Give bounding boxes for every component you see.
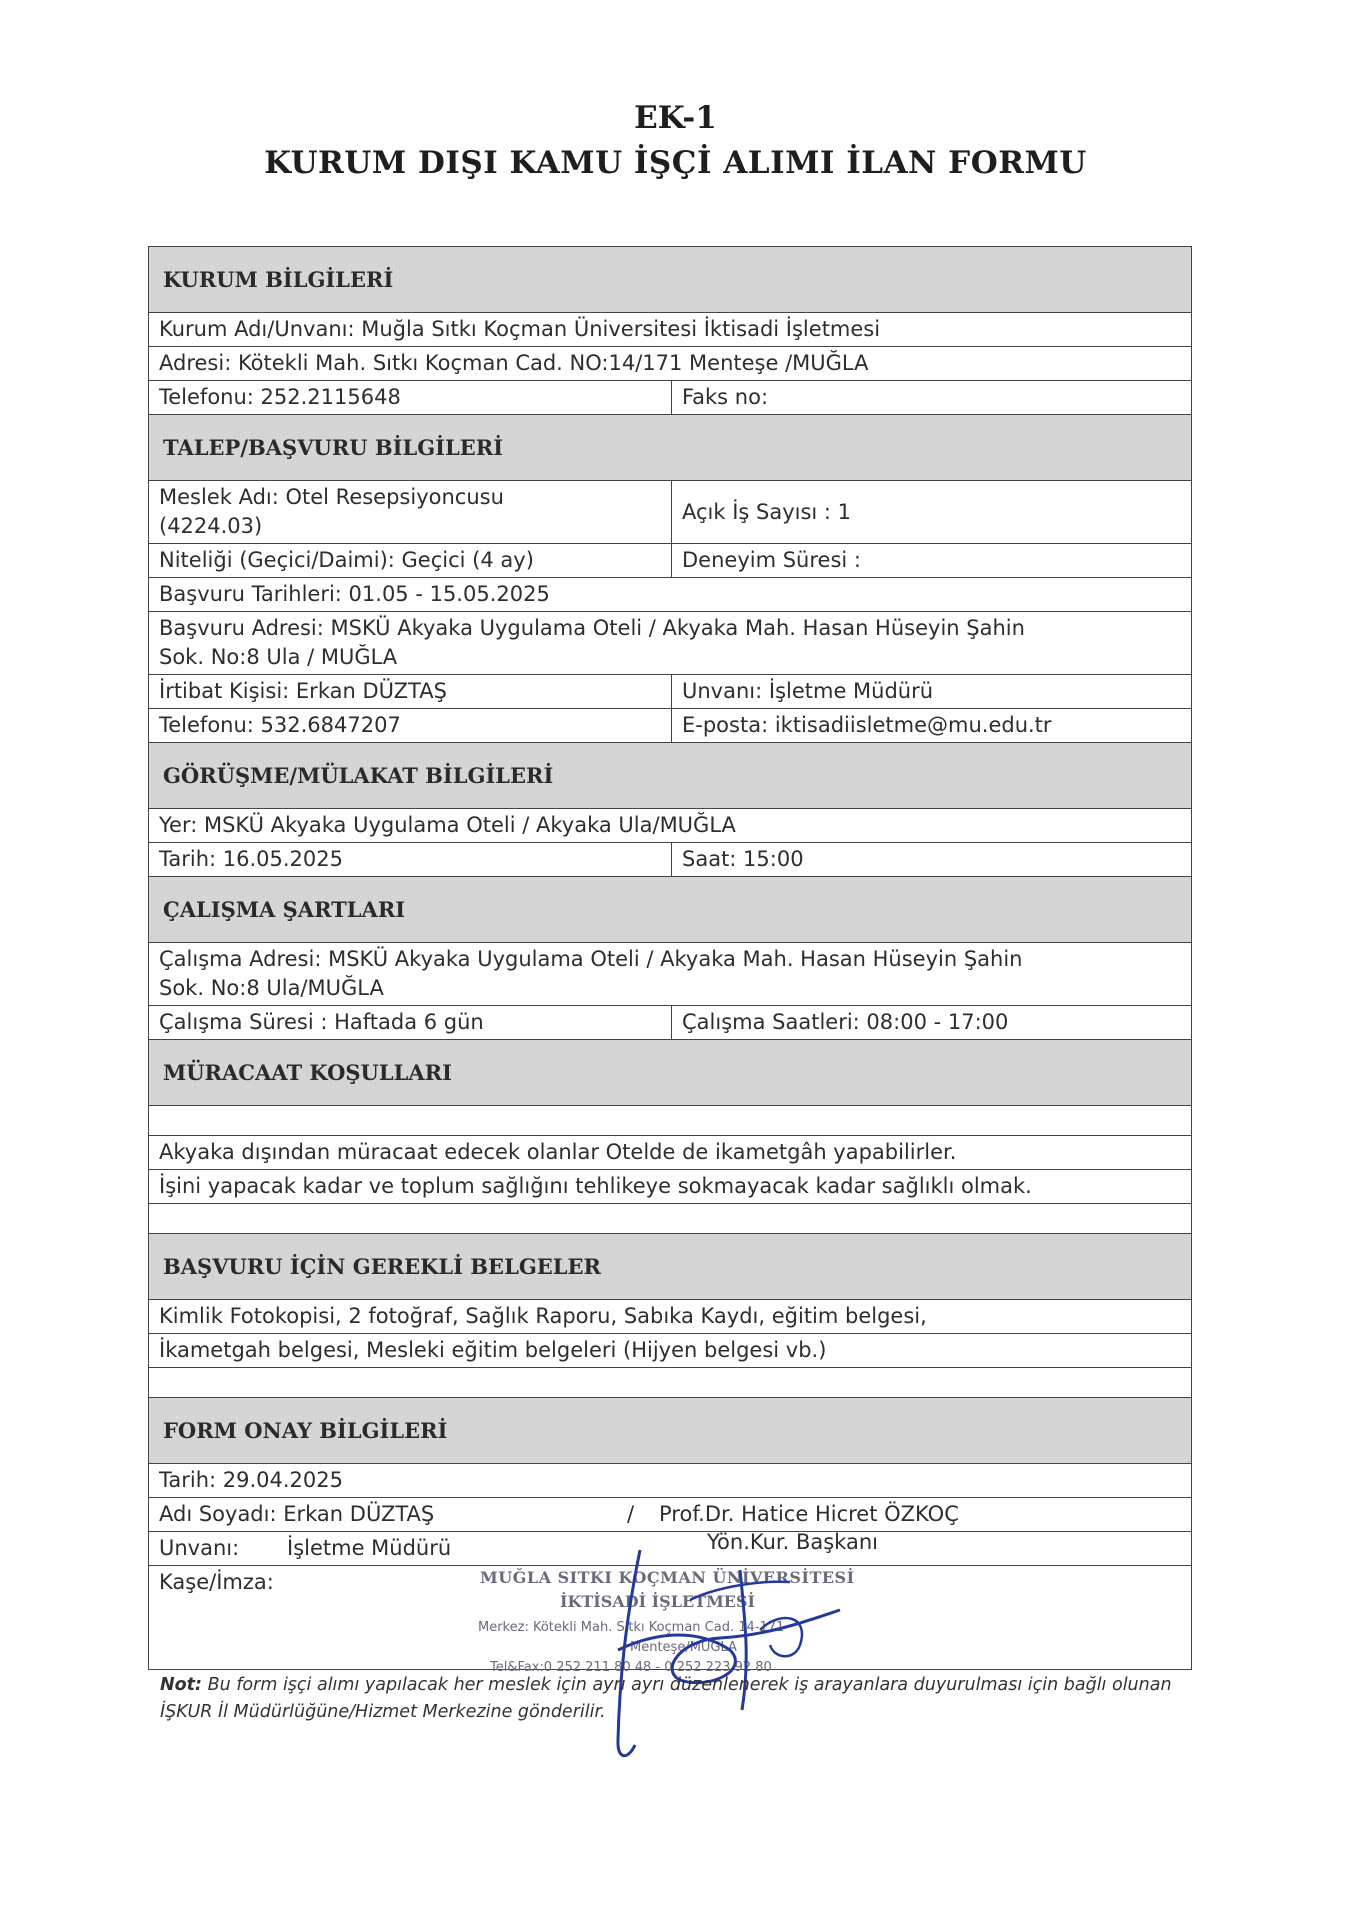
belgeler-row-2	[149, 1334, 1191, 1368]
section-kurum-header: KURUM BİLGİLERİ	[149, 247, 1191, 313]
talep-deneyim: Deneyim Süresi :	[682, 548, 861, 572]
onay-unvan-value: İşletme Müdürü	[287, 1536, 452, 1560]
muracaat-empty-row	[149, 1106, 1191, 1136]
onay-adi-2: Prof.Dr. Hatice Hicret ÖZKOÇ	[659, 1502, 959, 1526]
talep-irtibat-row	[149, 675, 1191, 709]
calisma-saatler: Çalışma Saatleri: 08:00 - 17:00	[682, 1010, 1009, 1034]
belgeler-row-1	[149, 1300, 1191, 1334]
talep-adres-line-2: Sok. No:8 Ula / MUĞLA	[159, 645, 398, 669]
talep-adres-line-1: Başvuru Adresi: MSKÜ Akyaka Uygulama Oteli / Akyaka Mah. Hasan Hüseyin Şahin	[159, 616, 1025, 640]
talep-adres-row	[149, 612, 1191, 675]
kurum-adres: Adresi: Kötekli Mah. Sıtkı Koçman Cad. NO:14/171 Menteşe /MUĞLA	[159, 351, 869, 375]
talep-tarihler: Başvuru Tarihleri: 01.05 - 15.05.2025	[159, 582, 550, 606]
talep-meslek-row	[149, 481, 1191, 544]
onay-adi-cell	[149, 1498, 1191, 1531]
onay-unvan-label: Unvanı:	[159, 1536, 240, 1560]
muracaat-line-2: İşini yapacak kadar ve toplum sağlığını tehlikeye sokmayacak kadar sağlıklı olmak.	[159, 1174, 1032, 1198]
onay-adi: Adı Soyadı: Erkan DÜZTAŞ	[159, 1502, 435, 1526]
talep-tarihler-row	[149, 578, 1191, 612]
gorusme-tarih-row	[149, 843, 1191, 877]
gorusme-yer: Yer: MSKÜ Akyaka Uygulama Oteli / Akyaka Ula/MUĞLA	[159, 813, 736, 837]
talep-meslek-line-1: Meslek Adı: Otel Resepsiyoncusu	[159, 485, 504, 509]
onay-unvan-2: Yön.Kur. Başkanı	[707, 1530, 878, 1554]
stamp-line-1: MUĞLA SITKI KOÇMAN ÜNİVERSİTESİ	[480, 1568, 855, 1587]
talep-eposta: E-posta: iktisadiisletme@mu.edu.tr	[682, 713, 1052, 737]
stamp-line-5: Tel&Fax:0 252 211 80 48 - 0 252 223 92 80	[490, 1660, 772, 1675]
stamp-line-4: Menteşe/MUĞLA	[630, 1640, 737, 1655]
talep-meslek-line-2: (4224.03)	[159, 514, 263, 538]
calisma-adres	[149, 943, 1191, 1005]
section-calisma-header: ÇALIŞMA ŞARTLARI	[149, 877, 1191, 943]
calisma-sure-row	[149, 1006, 1191, 1040]
gorusme-yer-row	[149, 809, 1191, 843]
stamp-line-3: Merkez: Kötekli Mah. Sıtkı Koçman Cad. 14-171	[478, 1620, 785, 1635]
section-gorusme-header: GÖRÜŞME/MÜLAKAT BİLGİLERİ	[149, 743, 1191, 809]
note-label: Not:	[160, 1675, 203, 1695]
section-onay-header: FORM ONAY BİLGİLERİ	[149, 1398, 1191, 1464]
kurum-telefon: Telefonu: 252.2115648	[149, 381, 672, 414]
footer-note	[160, 1672, 1220, 1726]
calisma-sure: Çalışma Süresi : Haftada 6 gün	[149, 1006, 672, 1039]
belgeler-empty-row	[149, 1368, 1191, 1398]
kurum-adres-row	[149, 347, 1191, 381]
gorusme-tarih: Tarih: 16.05.2025	[149, 843, 672, 876]
belgeler-line-1: Kimlik Fotokopisi, 2 fotoğraf, Sağlık Raporu, Sabıka Kaydı, eğitim belgesi,	[159, 1304, 927, 1328]
talep-iletisim-row	[149, 709, 1191, 743]
gorusme-saat: Saat: 15:00	[682, 847, 804, 871]
talep-telefon: Telefonu: 532.6847207	[149, 709, 672, 742]
onay-tarih: Tarih: 29.04.2025	[159, 1468, 343, 1492]
calisma-adres-row	[149, 943, 1191, 1006]
page-title: EK-1	[634, 100, 717, 136]
talep-nitelik-row	[149, 544, 1191, 578]
talep-acik-is: Açık İş Sayısı : 1	[682, 499, 852, 524]
calisma-adres-line-2: Sok. No:8 Ula/MUĞLA	[159, 976, 384, 1000]
muracaat-empty-row-2	[149, 1204, 1191, 1234]
onay-adi-separator: /	[627, 1502, 635, 1526]
muracaat-row-1	[149, 1136, 1191, 1170]
talep-irtibat: İrtibat Kişisi: Erkan DÜZTAŞ	[149, 675, 672, 708]
kurum-telefon-row	[149, 381, 1191, 415]
stamp-line-2: İKTİSADİ İŞLETMESİ	[560, 1592, 756, 1611]
calisma-adres-line-1: Çalışma Adresi: MSKÜ Akyaka Uygulama Oteli / Akyaka Mah. Hasan Hüseyin Şahin	[159, 947, 1023, 971]
kurum-faks: Faks no:	[682, 385, 769, 409]
form-title: KURUM DIŞI KAMU İŞÇİ ALIMI İLAN FORMU	[264, 145, 1087, 181]
talep-meslek	[149, 481, 672, 543]
section-muracaat-header: MÜRACAAT KOŞULLARI	[149, 1040, 1191, 1106]
institution-stamp	[460, 1560, 880, 1678]
onay-tarih-row	[149, 1464, 1191, 1498]
talep-unvan: Unvanı: İşletme Müdürü	[682, 679, 934, 703]
kurum-adi: Kurum Adı/Unvanı: Muğla Sıtkı Koçman Üniversitesi İktisadi İşletmesi	[159, 317, 881, 341]
section-talep-header: TALEP/BAŞVURU BİLGİLERİ	[149, 415, 1191, 481]
muracaat-row-2	[149, 1170, 1191, 1204]
section-belgeler-header: BAŞVURU İÇİN GEREKLİ BELGELER	[149, 1234, 1191, 1300]
application-form	[148, 246, 1192, 1670]
onay-adi-row	[149, 1498, 1191, 1532]
talep-adres	[149, 612, 1191, 674]
onay-kase: Kaşe/İmza:	[159, 1570, 274, 1594]
belgeler-line-2: İkametgah belgesi, Mesleki eğitim belgeleri (Hijyen belgesi vb.)	[159, 1338, 827, 1362]
talep-nitelik: Niteliği (Geçici/Daimi): Geçici (4 ay)	[149, 544, 672, 577]
kurum-adi-row	[149, 313, 1191, 347]
note-text: Bu form işçi alımı yapılacak her meslek için ayrı ayrı düzenlenerek iş arayanlara duyurulması için bağlı olunan İŞKUR İl Müdürlüğüne/Hizmet Merkezine gönderilir.	[160, 1675, 1172, 1722]
muracaat-line-1: Akyaka dışından müracaat edecek olanlar Otelde de ikametgâh yapabilirler.	[159, 1140, 957, 1164]
